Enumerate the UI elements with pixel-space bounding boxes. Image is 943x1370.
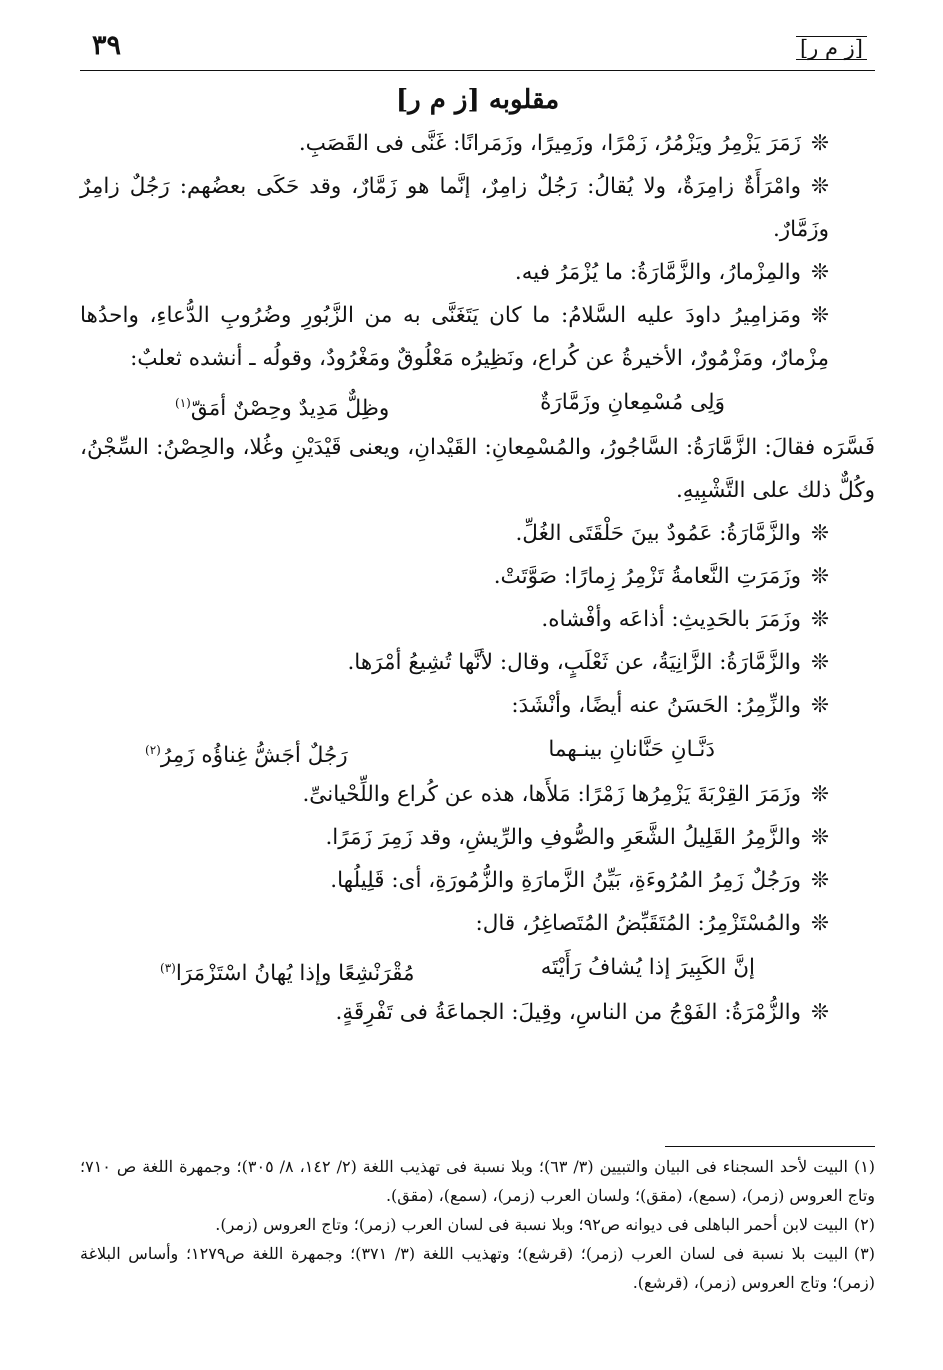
entry xyxy=(80,684,875,727)
footnote-number: (٣) xyxy=(853,1244,876,1263)
footnote-rule xyxy=(665,1146,875,1147)
star-icon: ❊ xyxy=(810,260,829,285)
footnotes xyxy=(80,1152,875,1297)
footnote-text: البيت بلا نسبة فى لسان العرب (زمر)؛ (قرشع)؛ وتهذيب اللغة (٣/ ٣٧١)؛ وجمهرة اللغة ص١٢٧٩؛ وأساس البلاغة (زمر)؛ وتاج العروس (زمر)، (قرشع). xyxy=(80,1244,875,1292)
entry xyxy=(80,902,875,945)
entry xyxy=(80,991,875,1034)
verse-first-hemistich: وَلِى مُسْمِعانِ وزَمَّارَةٌ xyxy=(540,390,725,415)
entry-text: والزِّمِرُ: الحَسَنُ عنه أيضًا، وأنْشَدَ: xyxy=(511,693,801,718)
verse-line xyxy=(80,727,875,773)
star-icon: ❊ xyxy=(810,521,829,546)
star-icon: ❊ xyxy=(810,825,829,850)
footnote-text: البيت لابن أحمر الباهلى فى ديوانه ص٩٢؛ وبلا نسبة فى لسان العرب (زمر)؛ وتاج العروس (زمر). xyxy=(215,1215,848,1234)
entry-text: وزَمَرَ بالحَدِيثِ: أذاعَه وأفْشاه. xyxy=(541,607,801,632)
star-icon: ❊ xyxy=(810,303,829,328)
footnote-marker: (٢) xyxy=(145,743,161,757)
entry-text: ورَجُلٌ زَمِرُ المُرُوءَةِ، بَيِّنُ الزَّمارَةِ والزُّمُورَةِ، أى: قَلِيلُها. xyxy=(330,868,801,893)
entry-continuation: فَسَّرَه فقالَ: الزَّمَّارَةُ: السَّاجُورُ، والمُسْمِعانِ: القَيْدانِ، ويعنى قَيْدَيْنِ وغُلا، والحِصْنُ: السِّجْنُ، وكُلٌّ ذلك على التَّشْبِيهِ. xyxy=(80,435,875,503)
star-icon: ❊ xyxy=(810,782,829,807)
footnote-number: (١) xyxy=(853,1157,876,1176)
entry xyxy=(80,641,875,684)
star-icon: ❊ xyxy=(810,911,829,936)
entry xyxy=(80,165,875,251)
entry xyxy=(80,294,875,380)
verse-line xyxy=(80,945,875,991)
header-root-label: [ز م ر] xyxy=(796,36,867,60)
verse-second-hemistich xyxy=(175,380,389,432)
footnote-marker: (٣) xyxy=(160,961,176,975)
verse-text: مُقْرَنْشِعًا وإذا يُهانُ اسْتَزْمَرَا xyxy=(175,961,415,987)
footnote-text: البيت لأحد السجناء فى البيان والتبيين (٣/ ٦٣)؛ وبلا نسبة فى تهذيب اللغة (٢/ ١٤٢، ٨/ ٣٠٥)؛ وجمهرة اللغة ص ٧١٠؛ وتاج العروس (زمر)، (سمع)، (مقق)؛ ولسان العرب (زمر)، (سمع)، (مقق). xyxy=(80,1157,875,1205)
section-title: مقلوبه [ز م ر] xyxy=(395,85,560,115)
footnote xyxy=(80,1152,875,1210)
verse-second-hemistich xyxy=(160,945,415,997)
entry-text: وامْرَأَةٌ زامِرَةٌ، ولا يُقالُ: رَجُلٌ زامِرٌ، إنَّما هو زَمَّارٌ، وقد حَكَى بعضُهم: رَجُلٌ زامِرٌ وزَمَّارٌ. xyxy=(80,174,829,242)
star-icon: ❊ xyxy=(810,607,829,632)
verse-line xyxy=(80,380,875,426)
entry xyxy=(80,598,875,641)
entry-text: ومَزامِيرُ داودَ عليه السَّلامُ: ما كان يَتَغَنَّى به من الزَّبُورِ وضُرُوبِ الدُّعاءِ، واحدُها مِزْمارٌ، ومَزْمُورٌ، الأخيرةُ عن كُراع، ونَظِيرُه مَعْلُوقٌ ومَغْرُودٌ، وقولُه ـ أنشده ثعلبٌ: xyxy=(80,303,829,371)
header-rule xyxy=(80,70,875,71)
verse-second-hemistich xyxy=(145,727,348,779)
entry-text: والمُسْتَزْمِرُ: المُتَقَبِّضُ المُتَصاغِرُ، قال: xyxy=(475,911,801,936)
entry-text: وزَمَرَتِ النَّعامةُ تَزْمِرُ زِمارًا: صَوَّتَتْ. xyxy=(493,564,801,589)
star-icon: ❊ xyxy=(810,564,829,589)
entry xyxy=(80,512,875,555)
star-icon: ❊ xyxy=(810,693,829,718)
page-number: ٣٩ xyxy=(92,30,122,61)
star-icon: ❊ xyxy=(810,868,829,893)
entry-text: والزُّمْرَةُ: الفَوْجُ من الناسِ، وقِيلَ: الجماعَةُ فى تَفْرِقَةٍ. xyxy=(335,1000,801,1025)
star-icon: ❊ xyxy=(810,174,829,199)
entry-text: والمِزْمارُ، والزَّمَّارَةُ: ما يُزْمَرُ فيه. xyxy=(514,260,801,285)
star-icon: ❊ xyxy=(810,1000,829,1025)
entry-text: والزَّمَّارَةُ: عَمُودٌ بينَ حَلْقَتَى الغُلِّ. xyxy=(515,521,801,546)
entry xyxy=(80,122,875,165)
footnote-marker: (١) xyxy=(175,396,191,410)
entry xyxy=(80,859,875,902)
footnote xyxy=(80,1210,875,1239)
footnote-number: (٢) xyxy=(853,1215,875,1234)
entry-text: والزَّمِرُ القَلِيلُ الشَّعَرِ والصُّوفِ والرِّيشِ، وقد زَمِرَ زَمَرًا. xyxy=(325,825,801,850)
footnote xyxy=(80,1239,875,1297)
main-text xyxy=(80,122,875,1034)
verse-text: رَجُلٌ أجَشُّ غِناؤُه زَمِرُ xyxy=(160,743,348,769)
verse-first-hemistich: دَنَّـانِ حَنَّانانِ بينـهما xyxy=(548,737,715,762)
star-icon: ❊ xyxy=(810,650,829,675)
entry xyxy=(80,773,875,816)
dictionary-page xyxy=(80,28,875,1034)
verse-text: وظِلٌّ مَدِيدٌ وحِصْنٌ أمَقّ xyxy=(190,396,390,422)
running-header xyxy=(80,28,875,72)
verse-first-hemistich: إنَّ الكَبِيرَ إذا يُشافُ رَأَيْتَه xyxy=(540,955,755,980)
entry xyxy=(80,251,875,294)
entry-text: وزَمَرَ القِرْبَةَ يَزْمِرُها زَمْرًا: مَلأَها، هذه عن كُراع واللِّحْيانىِّ. xyxy=(302,782,801,807)
entry xyxy=(80,816,875,859)
entry xyxy=(80,555,875,598)
entry-text: والزَّمَّارَةُ: الزَّانِيَةُ، عن ثَعْلَبٍ، وقال: لأنَّها تُشِيعُ أمْرَها. xyxy=(347,650,801,675)
entry-text: زَمَرَ يَزْمِرُ ويَزْمُرُ، زَمْرًا، وزَمِيرًا، وزَمَرانًا: غَنَّى فى القَصَبِ. xyxy=(298,131,801,156)
star-icon: ❊ xyxy=(810,131,829,156)
